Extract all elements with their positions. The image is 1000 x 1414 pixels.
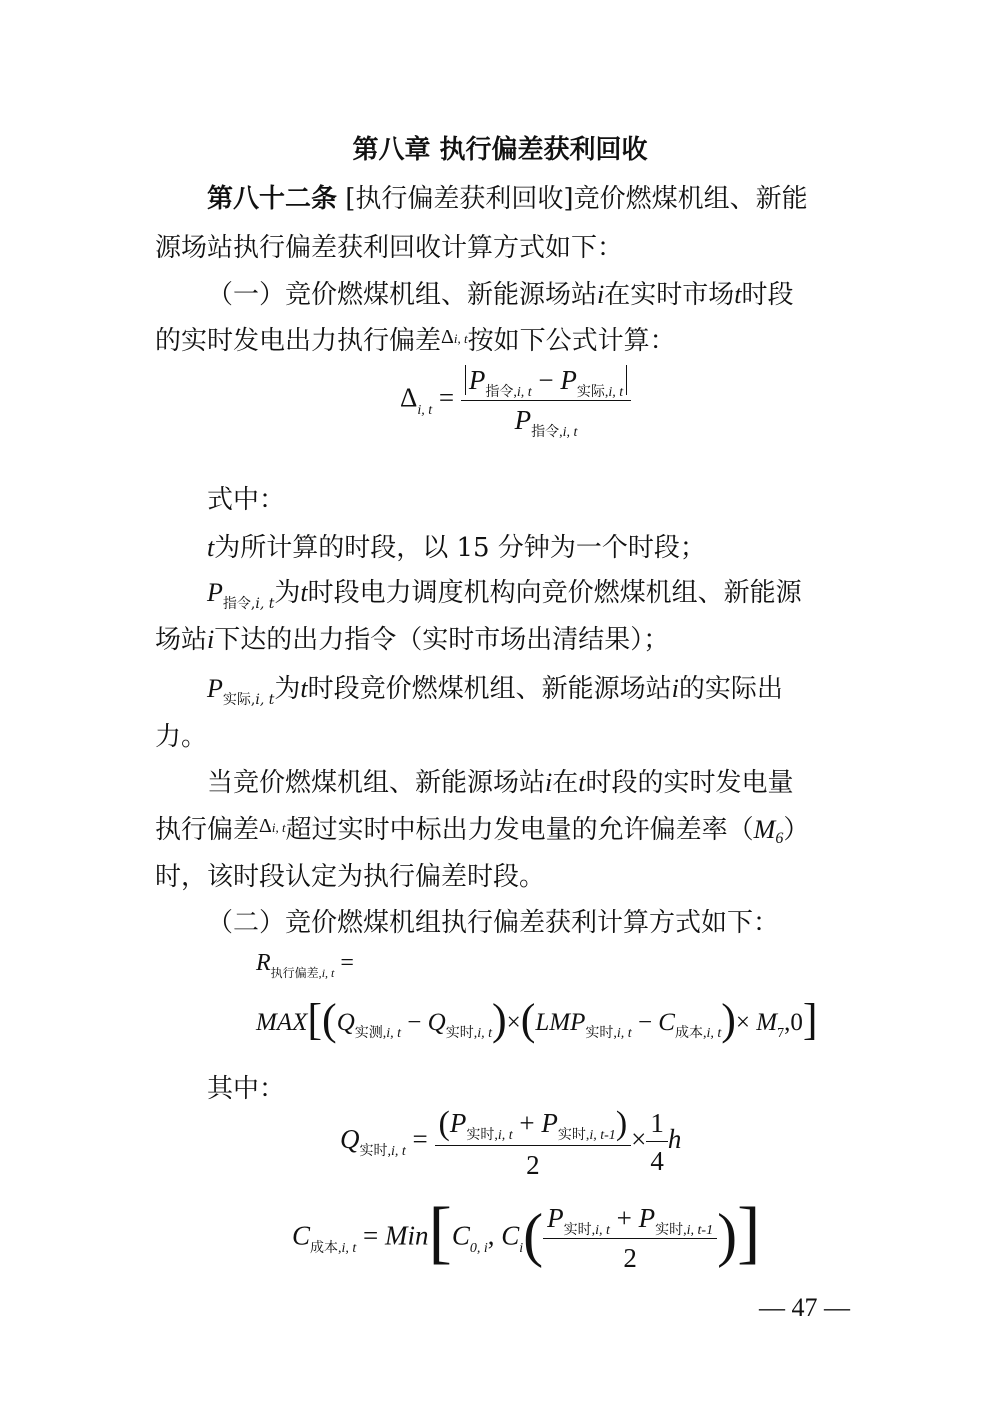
formula-sub: i, t: [706, 1026, 722, 1041]
symbol-i: i: [545, 768, 553, 797]
symbol-it: i, t: [453, 331, 468, 346]
formula-sub: i, t: [562, 425, 578, 440]
zero-value: ,0: [784, 1009, 803, 1036]
formula-delta-symbol: Δ: [400, 382, 418, 413]
condition-line-2: [155, 813, 845, 851]
lmp-symbol: LMP: [535, 1009, 586, 1036]
chapter-title: 第八章 执行偏差获利回收: [352, 135, 648, 165]
symbol-it: i, t: [271, 820, 286, 835]
denominator-two: 2: [526, 1150, 540, 1180]
p-symbol: P: [207, 578, 223, 607]
formula-r-line-2: $MAX[(Q_{实测,i, t} - Q_{实时,i, t})\times(LMP_{实时,i, t} - C_{成本,i, t})\times M_7,0]$: [256, 995, 818, 1044]
symbol-t: t: [300, 674, 308, 703]
formula-sub: i, t: [608, 385, 624, 400]
formula-c: $C_{成本,i, t} = Min[C_{0, i}$, $C_i$( $\frac{P_{实时,i, t} + P_{实时,i, t-1}}{2}$ )]: [292, 1193, 761, 1273]
quarter-fraction: [646, 1108, 668, 1177]
h-symbol: h: [667, 1124, 682, 1155]
formula-sub: i, t: [255, 596, 275, 612]
symbol-t: t: [578, 768, 586, 797]
sub-zhiling: 指令,: [485, 385, 517, 400]
sub-shishi: 实时,: [359, 1144, 391, 1160]
symbol-i: i: [671, 674, 679, 703]
condition-line-1: [207, 766, 847, 800]
formula-sub: 0, i: [469, 1240, 488, 1256]
item-1-text: 的实时发电出力执行偏差: [155, 326, 442, 356]
formula-sub: i, t: [595, 1223, 610, 1238]
formula-sub: i, t: [341, 1240, 357, 1256]
item-1-text: 按如下公式计算：: [467, 326, 676, 356]
c-symbol: C: [658, 1009, 675, 1036]
formula-sub: i: [519, 1240, 524, 1256]
shizhong-label: 式中：: [207, 485, 286, 515]
formula-sub: i, t: [386, 1026, 402, 1041]
condition-text: 执行偏差: [155, 815, 260, 845]
p-actual-line-2: 力。: [155, 722, 208, 752]
formula-c-fraction: $\frac{P_{实时,i, t} + P_{实时,i, t-1}}{2}$: [543, 1203, 717, 1274]
formula-sub: i, t: [516, 385, 532, 400]
item-1-text: 时段: [741, 280, 794, 310]
q-symbol: Q: [336, 1009, 355, 1036]
m-symbol: M: [756, 1009, 778, 1036]
formula-sub: i, t-1: [686, 1223, 714, 1238]
p-symbol: P: [514, 405, 532, 435]
formula-sub: i, t: [616, 1026, 632, 1041]
p-symbol: P: [468, 365, 486, 395]
q-symbol: Q: [427, 1009, 446, 1036]
sub-shishi: 实时,: [445, 1026, 478, 1041]
formula-sub: i, t: [391, 1144, 406, 1160]
formula-q: $Q_{实时,i, t}$ = $\frac{(P_{实时,i, t} + P_{实时,i, t-1})}{2}$ × $\frac{1}{4}$ h: [340, 1105, 682, 1180]
symbol-i: i: [597, 280, 605, 309]
formula-sub: i, t-1: [589, 1128, 616, 1143]
max-symbol: MAX: [256, 1009, 308, 1036]
sub-shishi: 实时,: [585, 1026, 617, 1041]
numerator-one: 1: [646, 1108, 668, 1142]
denominator-four: 4: [650, 1145, 664, 1176]
formula-sub: i, t: [497, 1128, 513, 1143]
min-symbol: Min: [385, 1220, 429, 1251]
sub-shishi: 实时,: [466, 1128, 498, 1143]
sub-zhiling: 指令,: [531, 425, 563, 440]
condition-text: 在: [552, 768, 579, 798]
condition-text: 超过实时中标出力发电量的允许偏差率（: [285, 815, 754, 845]
article-text: 竞价燃煤机组、新能: [573, 184, 808, 214]
p-command-text: 为: [274, 578, 301, 608]
qizhong-label: 其中：: [207, 1074, 286, 1104]
p-actual-text: 时段竞价燃煤机组、新能源场站: [307, 674, 672, 704]
formula-delta-fraction: $\frac{P_{指令,i, t} - P_{实际,i, t}}{P_{指令,i, t}}$: [461, 365, 631, 436]
p-symbol: P: [207, 674, 223, 703]
condition-text: 当竞价燃煤机组、新能源场站: [207, 768, 546, 798]
p-command-text: 场站: [155, 625, 208, 655]
formula-r-line-1: $R_{执行偏差,i, t}$ =: [256, 950, 354, 980]
sub-zhixing: 执行偏差,: [270, 966, 322, 980]
item-1-line-1: [207, 278, 847, 312]
symbol-delta: Δ: [259, 815, 272, 837]
formula-sub: i, t: [255, 692, 275, 708]
symbol-delta: Δ: [441, 326, 454, 348]
item-1-text: 在实时市场: [604, 280, 735, 310]
sub-zhiling: 指令,: [222, 596, 256, 612]
sub-chengben: 成本,: [674, 1026, 707, 1041]
sub-shishi: 实时,: [563, 1223, 596, 1238]
p-command-line-1: [207, 576, 847, 614]
item-1-text: （一）竞价燃煤机组、新能源场站: [207, 280, 598, 310]
c-symbol: C: [451, 1220, 470, 1251]
page-number: — 47 —: [759, 1293, 850, 1322]
t-definition: [207, 531, 847, 565]
sub-shice: 实测,: [354, 1026, 387, 1041]
article-82-line-1: [207, 182, 847, 216]
condition-line-3: 时，该时段认定为执行偏差时段。: [155, 862, 546, 892]
sub-shiji: 实际,: [576, 385, 609, 400]
sub-seven: 7: [777, 1026, 785, 1041]
item-2-line: （二）竞价燃煤机组执行偏差获利计算方式如下：: [207, 908, 780, 938]
sub-shishi: 实时,: [655, 1223, 687, 1238]
symbol-t: t: [300, 578, 308, 607]
p-actual-text: 的实际出: [678, 674, 783, 704]
r-symbol: R: [256, 950, 271, 976]
formula-sub: i, t: [321, 966, 335, 980]
sub-shishi: 实时,: [557, 1128, 590, 1143]
q-symbol: Q: [340, 1124, 360, 1155]
p-command-text: 时段电力调度机构向竞价燃煤机组、新能源: [307, 578, 802, 608]
p-command-line-2: [155, 623, 845, 657]
symbol-m6: M6: [753, 815, 784, 847]
p-symbol: P: [560, 365, 577, 395]
symbol-t: t: [734, 280, 742, 309]
sub-shiji: 实际,: [222, 692, 256, 708]
p-symbol: P: [547, 1203, 564, 1233]
formula-q-fraction: $\frac{(P_{实时,i, t} + P_{实时,i, t-1})}{2}$: [435, 1103, 632, 1181]
symbol-t: t: [207, 533, 215, 562]
article-bracket-title: [执行偏差获利回收]: [345, 184, 574, 214]
item-1-line-2: [155, 324, 845, 362]
p-symbol: P: [449, 1108, 467, 1138]
denominator-two: 2: [623, 1243, 637, 1273]
c-symbol: C: [292, 1220, 311, 1251]
c-symbol: C: [501, 1220, 520, 1251]
p-symbol: P: [541, 1108, 558, 1138]
condition-text: ）: [783, 815, 810, 845]
formula-sub: i, t: [417, 402, 433, 418]
p-actual-line-1: [207, 672, 847, 710]
t-definition-text: 为所计算的时段，以 15 分钟为一个时段；: [214, 533, 706, 563]
sub-chengben: 成本,: [310, 1240, 342, 1256]
formula-sub: i, t: [477, 1026, 492, 1041]
article-82-line-2: 源场站执行偏差获利回收计算方式如下：: [155, 233, 624, 263]
symbol-i: i: [207, 625, 215, 654]
formula-delta: $\Delta_{i, t}$ = $\frac{P_{指令,i, t} - P_{实际,i, t}}{P_{指令,i, t}}$: [400, 365, 631, 436]
p-command-text: 下达的出力指令（实时市场出清结果）；: [214, 625, 670, 655]
p-symbol: P: [638, 1203, 656, 1233]
article-number: 第八十二条: [207, 184, 338, 214]
condition-text: 时段的实时发电量: [585, 768, 794, 798]
p-actual-text: 为: [274, 674, 301, 704]
